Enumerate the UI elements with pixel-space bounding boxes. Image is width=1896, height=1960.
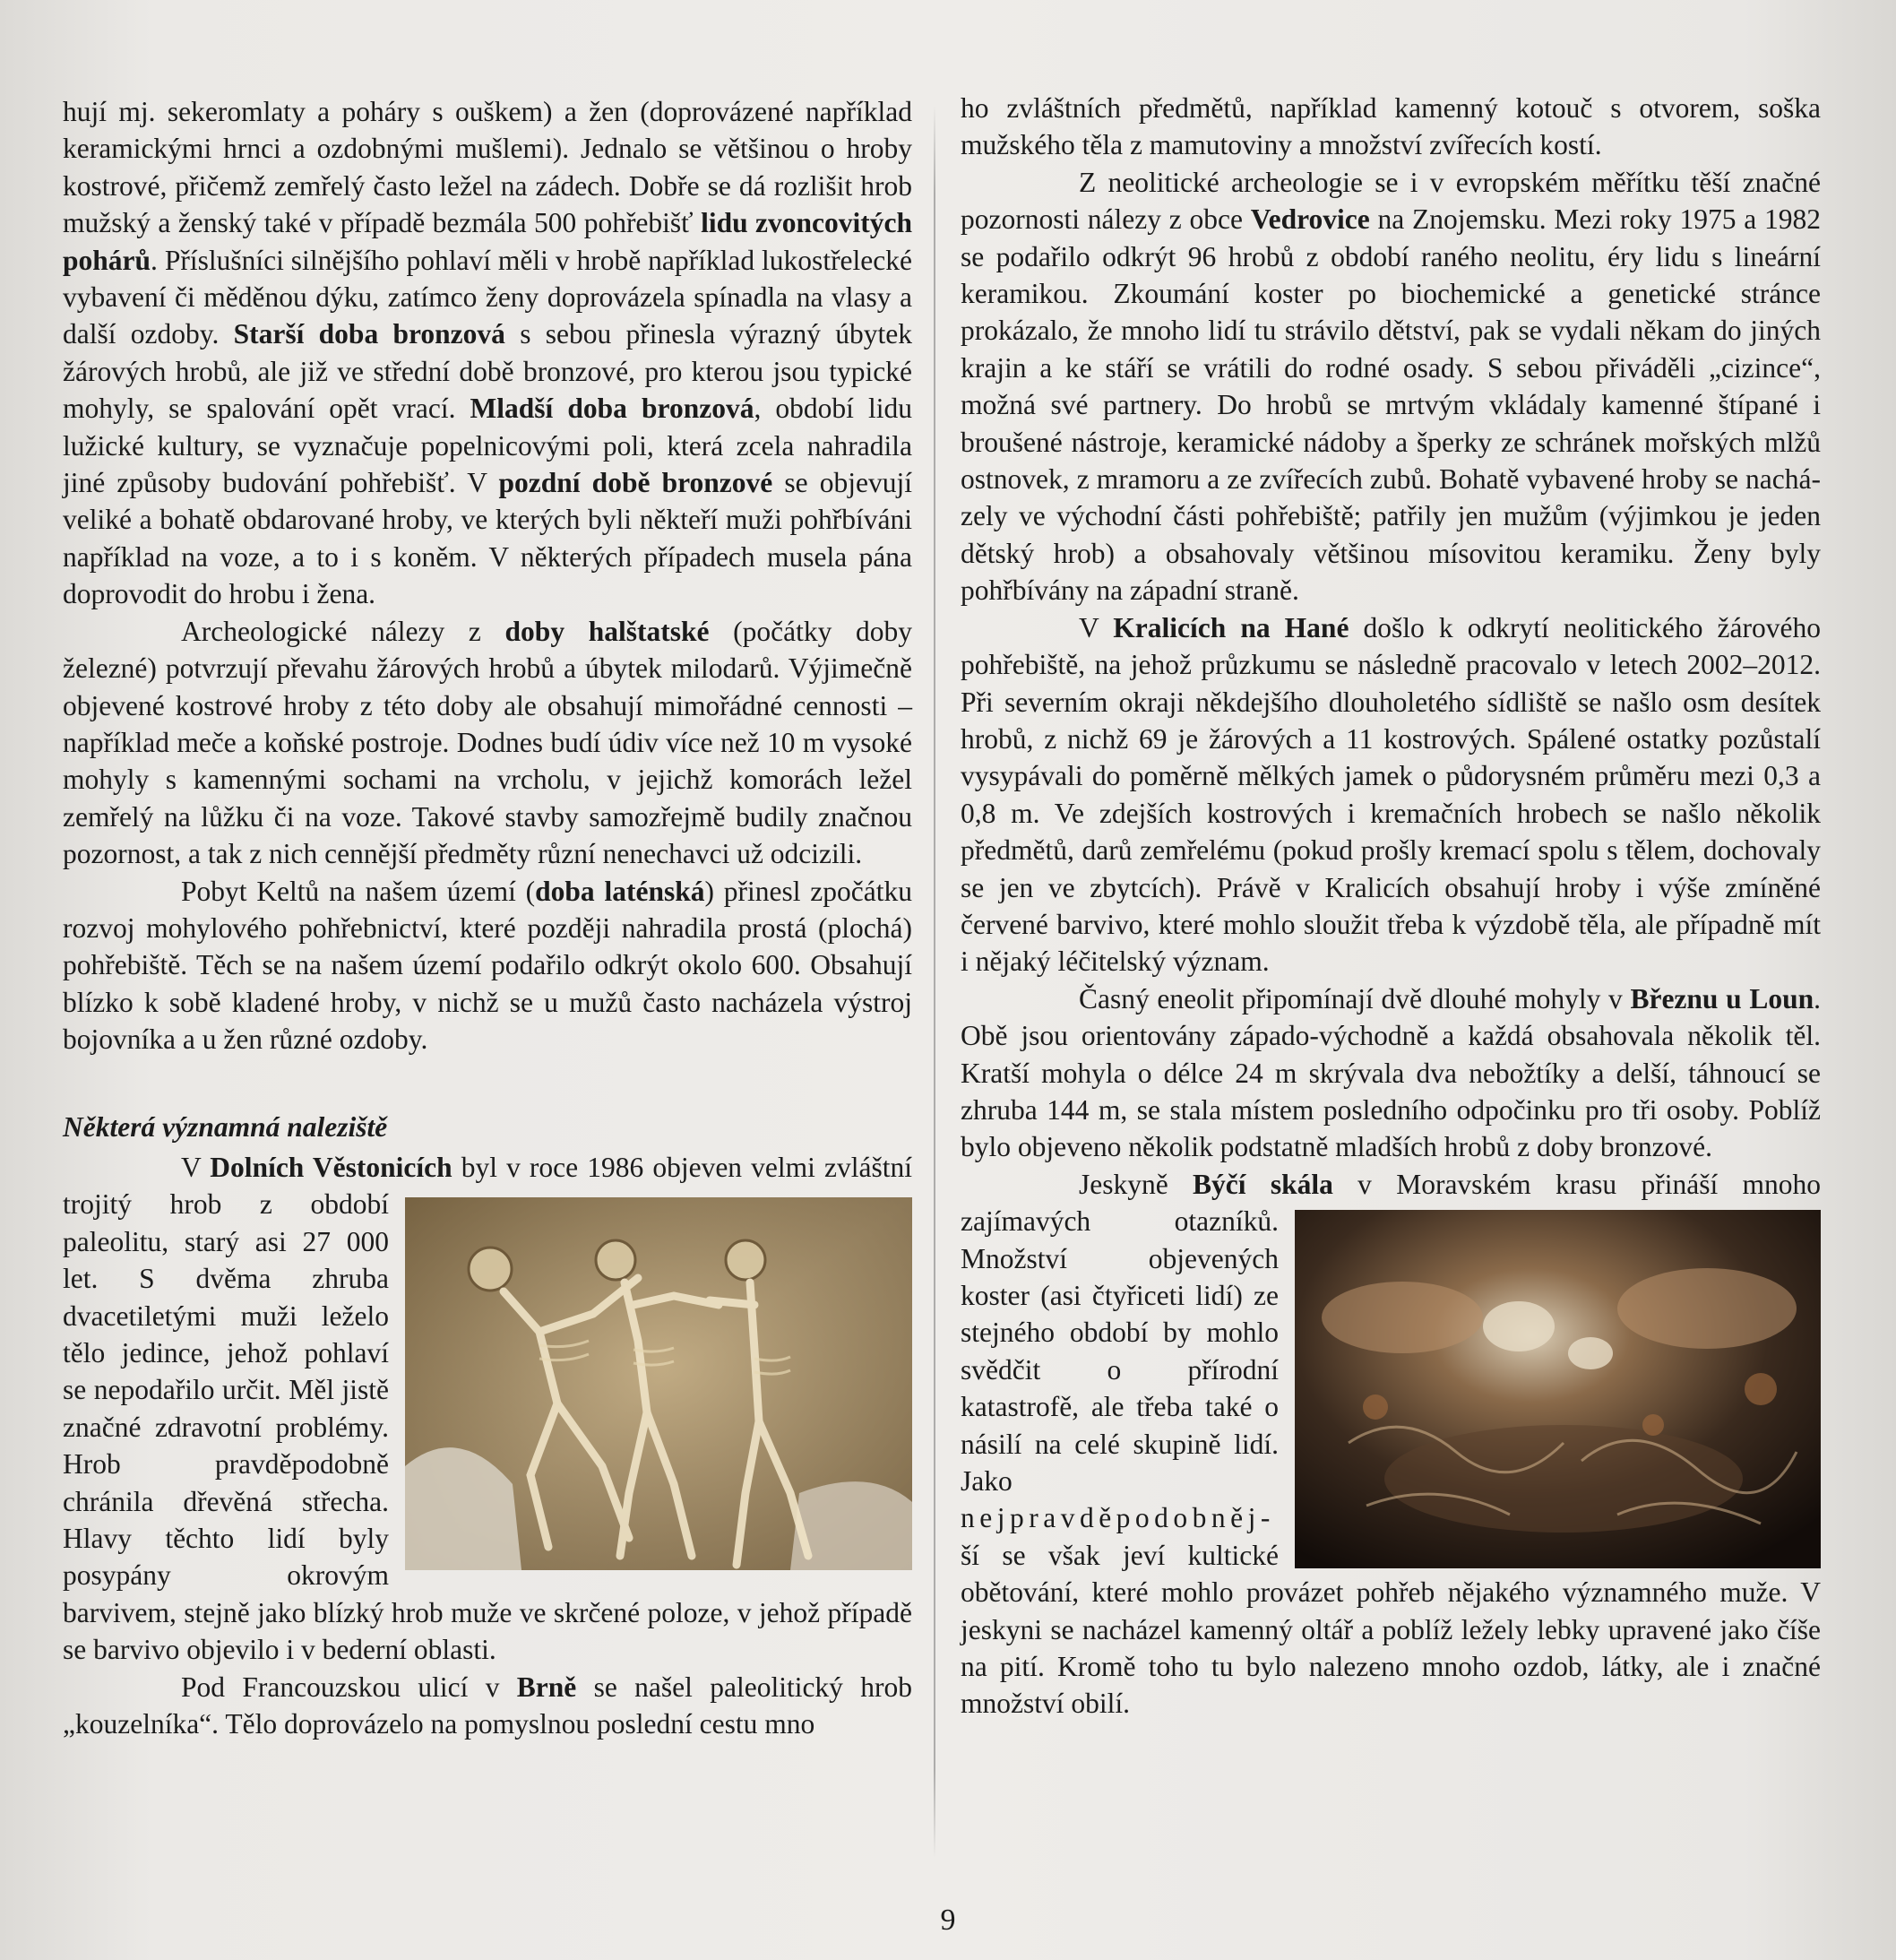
skeletons-photo [405,1197,912,1570]
figure-cave-painting [1295,1210,1821,1568]
paragraph [63,873,912,1058]
left-column [63,93,912,1742]
figure-skeletons [405,1197,912,1570]
text: nejpravděpodobněj [961,1502,1271,1534]
bold-term: lidu zvoncovitých pohárů [63,207,913,276]
bold-term: Býčí skála [1193,1168,1333,1200]
bold-term: Vedrovice [1250,203,1370,236]
paragraph [63,93,912,613]
text: na Znojemsku. Mezi roky 1975 a 1982 se podařilo odkrýt 96 hrobů z období raného neolitu, éry lidu s lineární keramikou. Zkoumání koster po biochemické a genetické stránce prokázalo, že mnoho lidí tu strávilo dětství, pak se vydali někam do jiných krajin a ke stáří se vrátili do rodné osady. S sebou přiváděli „cizince“, možná své partnery. Do hrobů se mrtvým vkládaly kamenné štípané i broušené nástroje, keramické nádoby a šperky ze schránek mořských mlžů ostnovek, z mramoru a ze zvířecích zubů. Bohatě vybavené hroby se nacházely ve východní části pohřebiště; patřily jen mužům (výjimkou je jeden dětský hrob) a obsahovaly většinou mísovitou keramiku. Ženy byly pohřbívány na západní straně. [961,203,1821,607]
paragraph [961,164,1821,609]
column-divider [934,106,935,1858]
text: byl v roce 1986 objeven velmi zvláštní trojitý hrob z období paleolitu, starý asi 27 000 let. S dvěma zhruba dvacetiletými muži leželo tělo jedince, jehož pohlaví se nepodařilo určit. Měl jistě značné zdravotní problémy. Hrob pravděpodobně chránila dřevěná střecha. Hlavy těchto lidí byly posypány okrovým barvivem, stejně jako blízký hrob muže ve skrčené poloze, v jehož případě se barvivo objevilo i v bederní oblasti. [63,1151,912,1666]
text: ší se však jeví kultické obětování, které mohlo provázet pohřeb nějakého významného muže. V jeskyni se nacházel kamenný oltář a poblíž ležely lebky upravené jako číše na pití. Kromě toho tu bylo nalezeno mnoho ozdob, látky, ale i značné množství obilí. [961,1539,1821,1720]
bold-term: Starší doba bronzová [233,318,505,350]
text: Pobyt Keltů na našem území ( [181,875,536,907]
bold-term: pozdní době bronzové [498,467,773,499]
text: V [1079,611,1114,643]
bold-term: doby halštatské [504,615,710,647]
paragraph [961,1166,1821,1723]
text: s sebou přinesla výrazný úbytek žárových hrobů, ale již ve střední době bronzové, pro kterou jsou typické mohyly, se spalování opět vrací. [63,318,912,425]
text: se našel paleolitický hrob „kouzelníka“. Tělo doprovázelo na pomyslnou poslední cestu mno [63,1671,912,1740]
paragraph [63,613,912,873]
cave-painting-image [1295,1210,1821,1568]
text: (počátky doby železné) potvrzují převahu žárových hrobů a úbytek milodarů. Výjimečně objevené kostrové hroby z této doby ale obsahují mimořádné cennosti – například meče a koňské postroje. Dodnes budí údiv více než 10 m vysoké mohyly s kamennými sochami na vrcholu, v jejichž komorách ležel zemřelý na lůžku či na voze. Takové stavby samozřejmě budily značnou pozornost, a tak z nich cennější předměty různí nenechavci už odcizili. [63,615,912,870]
paragraph: ho zvláštních předmětů, například kamenný kotouč s otvorem, soška mužského těla z mamutoviny a množství zvířecích kostí. [961,92,1821,161]
text: došlo k odkrytí neolitického žárového pohřebiště, na jehož průzkumu se následně pracovalo v letech 2002–2012. Při severním okraji někdejšího dlouholetého sídliště se našlo osm desítek hrobů, z nichž 69 je žárových a 11 kostrových. Spálené ostatky pozůstalí vysypávali do poměrně mělkých jamek o půdorysném průměru mezi 0,3 a 0,8 m. Ve zdejších kostrových i kremačních hrobech se našlo několik předmětů, darů zemřelému (pokud prošly kremací spolu s tělem, dochovaly se jen ve zbytcích). Právě v Kralicích obsahují hroby i výše zmíněné červené barvivo, které mohlo sloužit třeba k výzdobě těla, ale případně mít i nějaký léčitelský význam. [961,611,1821,978]
bold-term: Brně [516,1671,577,1703]
paragraph [961,980,1821,1166]
text: . Obě jsou orientovány západo-východně a každá obsahovala několik těl. Kratší mohyla o délce 24 m skrývala dva nebožtíky a delší, táhnoucí se zhruba 144 m, se stala místem posledního odpočinku pro tři osoby. Poblíž bylo objeveno několik podstatně mladších hrobů z doby bronzové. [961,982,1822,1163]
text: Jeskyně [1079,1168,1194,1200]
bold-term: Kralicích na Hané [1113,611,1349,643]
bold-term: Březnu u Loun [1630,982,1814,1015]
text: V [181,1151,211,1183]
text: Archeologické nálezy z [181,615,505,647]
section-heading: Některá významná naleziště [63,1110,388,1143]
right-column [961,90,1821,1723]
paragraph [961,609,1821,980]
text: Z neolitické archeologie se i v evropském měřítku těší značné pozornosti nálezy z obce [961,166,1821,236]
text: ) přinesl zpočátku rozvoj mohylového pohřebnictví, které později nahradila prostá (plochá) pohřebiště. Těch se na našem území podařilo odkrýt okolo 600. Obsahují blízko k sobě kladené hroby, v nichž se u mužů často nacházela výstroj bojovníka a u žen různé ozdoby. [63,875,913,1056]
text: , období lidu lužické kultury, se vyznačuje popelnicovými poli, která zcela nahradila jiné způsoby budování pohřebišť. V [63,393,913,499]
text: . Příslušníci silnějšího pohlaví měli v hrobě například lukostřelecké vybavení či měděnou dýku, zatímco ženy doprovázela spínadla na vlasy a další ozdoby. [63,244,912,350]
text: Pod Francouzskou ulicí v [181,1671,517,1703]
paragraph [63,1669,912,1743]
text: v Moravském krasu přináší mnoho zajímavých otazníků. Množství objevených koster (asi čtyřiceti lidí) ze stejného období by mohlo svědčit o přírodní katastrofě, ale třeba také o násilí na celé skupině lidí. Jako [961,1168,1822,1498]
text: Časný eneolit připomínají dvě dlouhé mohyly v [1079,982,1631,1015]
bold-term: Dolních Věstonicích [210,1151,452,1183]
bold-term: Mladší doba bronzová [470,393,754,425]
bold-term: doba laténská [535,875,705,907]
paragraph [63,1149,912,1669]
text: se objevují veliké a bohatě obdarované hroby, ve kterých byli někteří muži pohřbíváni například na voze, a to i s koněm. V některých případech musela pána doprovodit do hrobu i žena. [63,467,912,610]
page-number: 9 [940,1904,956,1937]
text: hují mj. sekeromlaty a poháry s ouškem) a žen (doprovázené například keramickými hrnci a ozdobnými mušlemi). Jednalo se většinou o hroby kostrové, přičemž zemřelý často ležel na zádech. Dobře se dá rozlišit hrob mužský a ženský také v případě bezmála 500 pohřebišť [63,96,912,239]
